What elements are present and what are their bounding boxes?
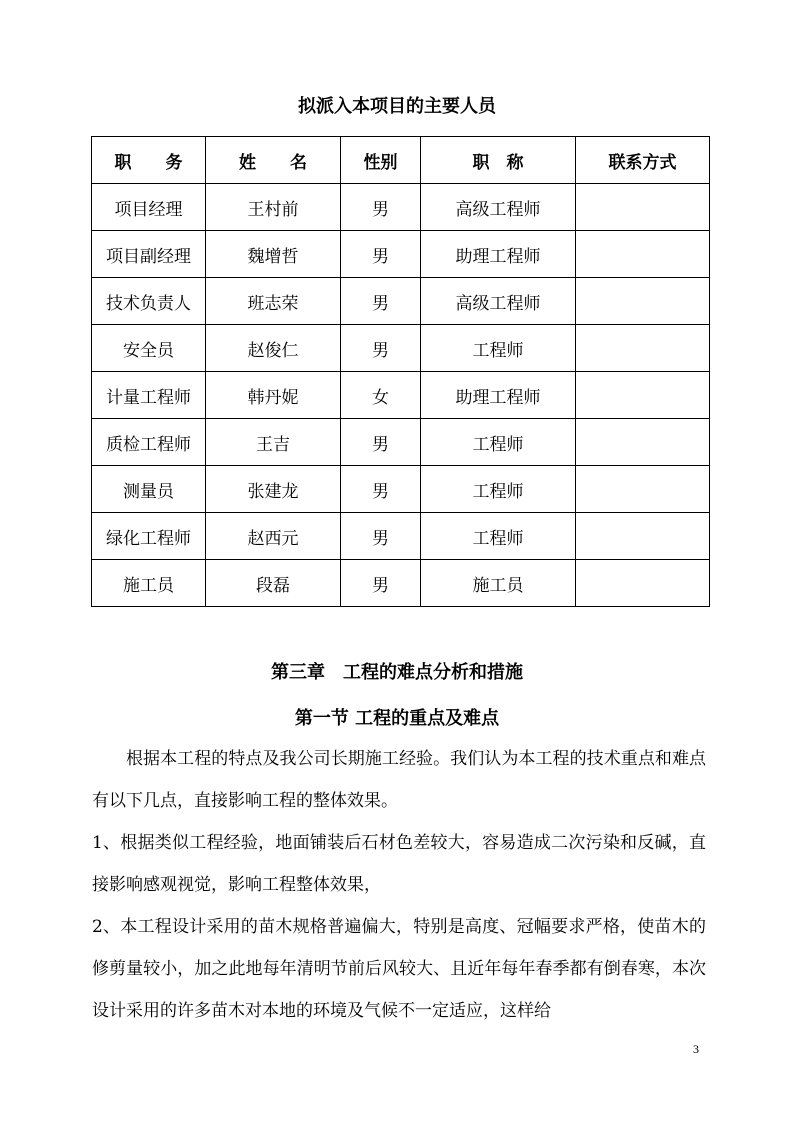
cell-position: 计量工程师 bbox=[92, 372, 206, 419]
cell-gender: 男 bbox=[341, 231, 421, 278]
cell-title: 工程师 bbox=[421, 419, 576, 466]
table-header-row bbox=[92, 137, 710, 184]
cell-title: 施工员 bbox=[421, 560, 576, 607]
cell-contact bbox=[576, 466, 710, 513]
cell-contact bbox=[576, 184, 710, 231]
cell-title: 助理工程师 bbox=[421, 231, 576, 278]
header-name: 姓 名 bbox=[206, 137, 341, 184]
page-title: 拟派入本项目的主要人员 bbox=[298, 96, 496, 117]
page-number: 3 bbox=[693, 1042, 699, 1056]
cell-contact bbox=[576, 372, 710, 419]
cell-contact bbox=[576, 560, 710, 607]
cell-gender: 男 bbox=[341, 513, 421, 560]
cell-title: 助理工程师 bbox=[421, 372, 576, 419]
cell-name: 班志荣 bbox=[206, 278, 341, 325]
header-gender: 性别 bbox=[341, 137, 421, 184]
cell-title: 高级工程师 bbox=[421, 184, 576, 231]
cell-position: 项目副经理 bbox=[92, 231, 206, 278]
cell-gender: 男 bbox=[341, 325, 421, 372]
cell-gender: 男 bbox=[341, 278, 421, 325]
cell-name: 段磊 bbox=[206, 560, 341, 607]
cell-name: 赵西元 bbox=[206, 513, 341, 560]
table-row bbox=[92, 184, 710, 231]
cell-contact bbox=[576, 278, 710, 325]
personnel-table bbox=[91, 136, 710, 607]
cell-name: 王吉 bbox=[206, 419, 341, 466]
cell-contact bbox=[576, 325, 710, 372]
table-row bbox=[92, 231, 710, 278]
cell-position: 绿化工程师 bbox=[92, 513, 206, 560]
cell-title: 工程师 bbox=[421, 513, 576, 560]
header-title: 职 称 bbox=[421, 137, 576, 184]
cell-name: 魏增哲 bbox=[206, 231, 341, 278]
cell-name: 张建龙 bbox=[206, 466, 341, 513]
paragraph-point-2: 2、本工程设计采用的苗木规格普遍偏大，特别是高度、冠幅要求严格，使苗木的修剪量较小，加之此地每年清明节前后风较大、且近年每年春季都有倒春寒，本次设计采用的许多苗木对本地的环境及气候不一定适应，这样给 bbox=[92, 917, 706, 1021]
cell-contact bbox=[576, 419, 710, 466]
paragraph-intro: 根据本工程的特点及我公司长期施工经验。我们认为本工程的技术重点和难点有以下几点，直接影响工程的整体效果。 bbox=[92, 749, 706, 811]
cell-name: 韩丹妮 bbox=[206, 372, 341, 419]
table-row bbox=[92, 560, 710, 607]
cell-name: 王村前 bbox=[206, 184, 341, 231]
cell-title: 高级工程师 bbox=[421, 278, 576, 325]
body-text bbox=[92, 738, 706, 1032]
cell-title: 工程师 bbox=[421, 325, 576, 372]
cell-position: 技术负责人 bbox=[92, 278, 206, 325]
header-contact: 联系方式 bbox=[576, 137, 710, 184]
table-row bbox=[92, 419, 710, 466]
table-row bbox=[92, 513, 710, 560]
table-row bbox=[92, 466, 710, 513]
section-title: 第一节 工程的重点及难点 bbox=[294, 708, 500, 729]
table-row bbox=[92, 325, 710, 372]
cell-gender: 男 bbox=[341, 466, 421, 513]
cell-position: 施工员 bbox=[92, 560, 206, 607]
cell-gender: 男 bbox=[341, 419, 421, 466]
cell-contact bbox=[576, 231, 710, 278]
cell-title: 工程师 bbox=[421, 466, 576, 513]
cell-gender: 女 bbox=[341, 372, 421, 419]
cell-position: 项目经理 bbox=[92, 184, 206, 231]
chapter-title: 第三章 工程的难点分析和措施 bbox=[271, 662, 523, 683]
cell-position: 质检工程师 bbox=[92, 419, 206, 466]
cell-position: 测量员 bbox=[92, 466, 206, 513]
header-position: 职 务 bbox=[92, 137, 206, 184]
cell-contact bbox=[576, 513, 710, 560]
cell-gender: 男 bbox=[341, 184, 421, 231]
cell-name: 赵俊仁 bbox=[206, 325, 341, 372]
table-row bbox=[92, 278, 710, 325]
table-row bbox=[92, 372, 710, 419]
cell-gender: 男 bbox=[341, 560, 421, 607]
cell-position: 安全员 bbox=[92, 325, 206, 372]
paragraph-point-1: 1、根据类似工程经验，地面铺装后石材色差较大，容易造成二次污染和反碱，直接影响感观视觉，影响工程整体效果， bbox=[92, 833, 706, 895]
